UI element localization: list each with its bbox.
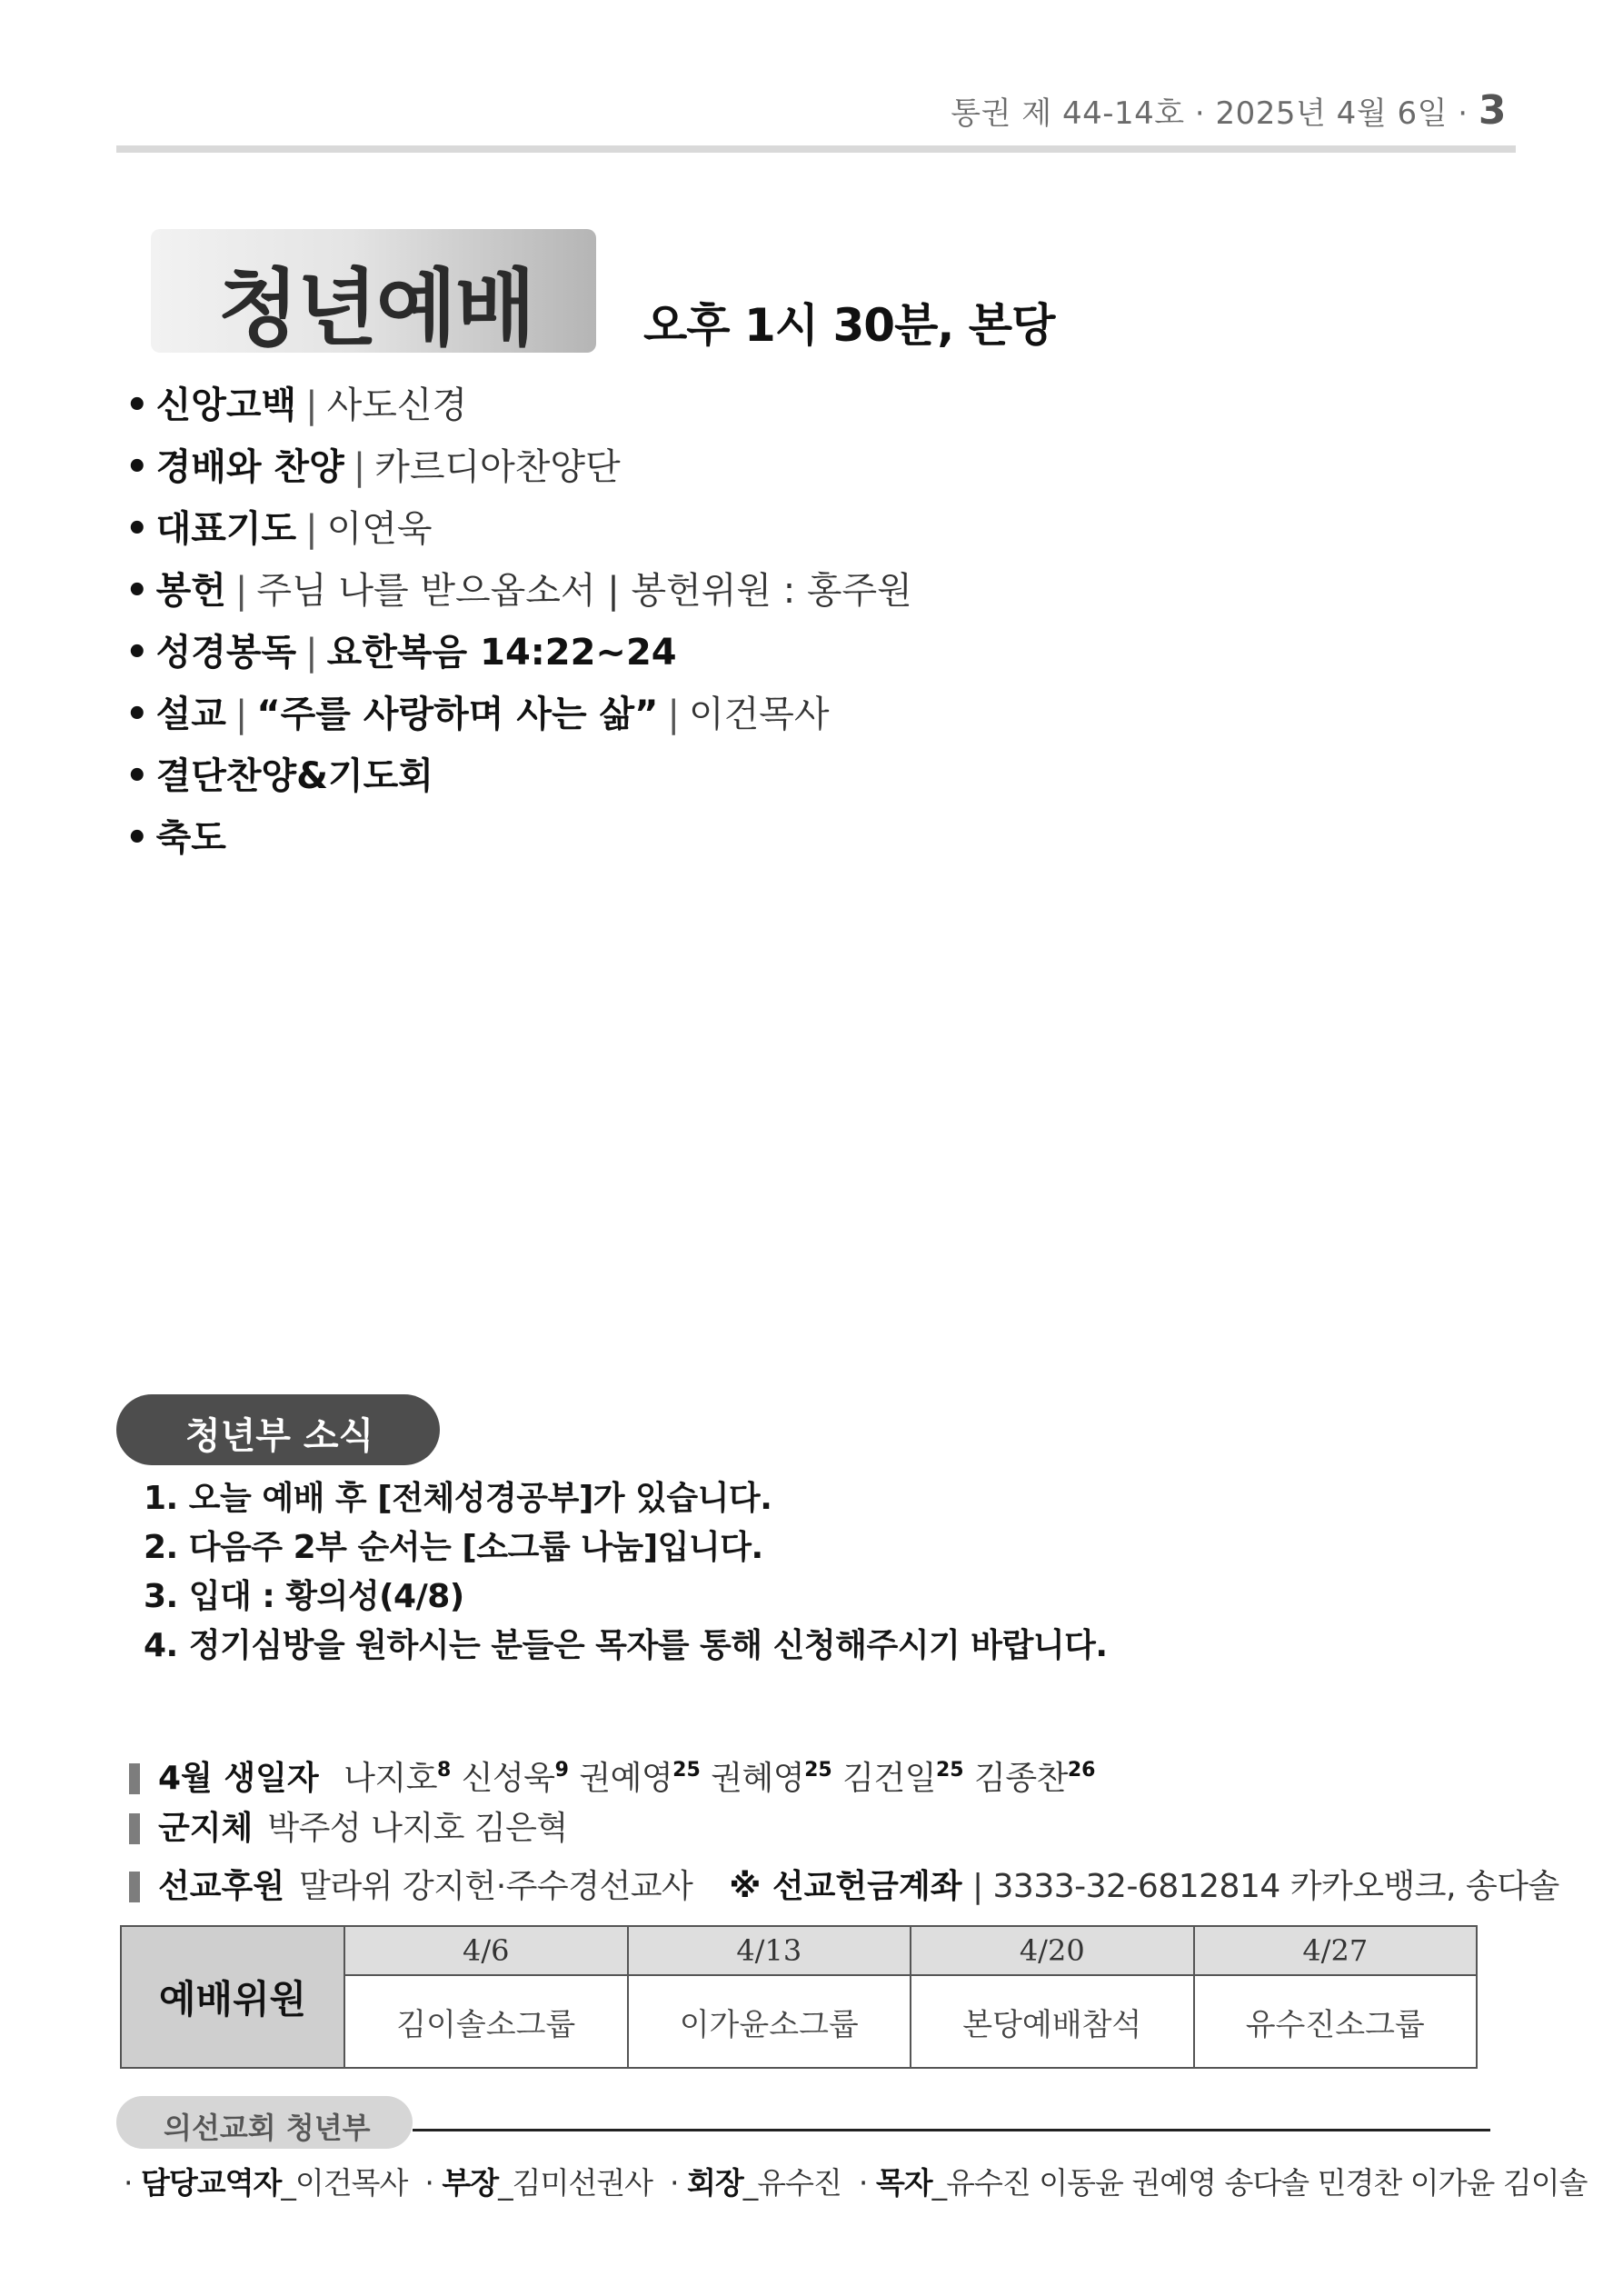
staff-names: 이건목사 [294, 2165, 408, 2201]
service-title-box [151, 229, 596, 357]
news-item: 1. 오늘 예배 후 [전체성경공부]가 있습니다. [144, 1480, 772, 1517]
order-item: • 신앙고백 | 사도신경 [125, 384, 468, 426]
military-names: 박주성 나지호 김은혁 [267, 1810, 568, 1847]
birthday-day: 26 [1067, 1759, 1096, 1782]
mission-names: 말라위 강지헌·주수경선교사 [299, 1868, 693, 1905]
birthday-name: 김건일 [842, 1760, 936, 1797]
duty-group: 유수진소그룹 [1194, 1975, 1478, 2068]
info-block [129, 1742, 1559, 1916]
bullet-bar [129, 1813, 140, 1844]
birthday-name: 김종찬 [974, 1760, 1068, 1797]
news-title: 청년부 소식 [185, 1415, 374, 1457]
footer-divider [413, 2129, 1490, 2131]
staff-role: 목자 [875, 2165, 932, 2201]
staff-list: · 담당교역자_이건목사 · 부장_김미선권사 · 회장_유수진 · 목자_유수진 이동윤 권예영 송다솔 민경찬 이가윤 김이솔 [124, 2165, 1588, 2201]
staff-names: 유수진 [757, 2165, 841, 2201]
bullet-bar [129, 1763, 140, 1794]
staff-role: 부장 [442, 2165, 499, 2201]
staff-role: 담당교역자 [140, 2165, 282, 2201]
page-number: 3 [1478, 87, 1507, 134]
org-label [116, 2096, 413, 2149]
worship-order [125, 374, 1307, 869]
duty-label: 예배위원 [121, 1926, 344, 2068]
staff-role: 회장 [686, 2165, 743, 2201]
bullet-bar [129, 1872, 140, 1902]
duty-group: 본당예배참석 [911, 1975, 1194, 2068]
news-item: 3. 입대 : 황의성(4/8) [144, 1578, 464, 1615]
military-row [129, 1800, 1510, 1858]
order-item: • 경배와 찬양 | 카르디아찬양단 [125, 446, 621, 488]
birthday-name: 신성욱 [461, 1760, 555, 1797]
account-label: ※ 선교헌금계좌 [729, 1868, 962, 1905]
birthday-day: 25 [935, 1759, 964, 1782]
birthday-name: 권혜영 [711, 1760, 805, 1797]
news-section-label [116, 1394, 440, 1465]
header-divider [116, 145, 1516, 153]
order-item: • 축도 [125, 817, 226, 859]
birthday-day: 25 [804, 1759, 832, 1782]
service-title: 청년예배 [218, 260, 534, 357]
birthday-name: 나지호 [344, 1760, 437, 1797]
birthday-label: 4월 생일자 [158, 1760, 319, 1797]
order-item: • 대표기도 | 이연욱 [125, 508, 433, 550]
birthday-day: 25 [672, 1759, 701, 1782]
news-list [144, 1474, 1416, 1671]
duty-group: 이가윤소그룹 [628, 1975, 911, 2068]
account-number: | 3333-32-6812814 카카오뱅크, 송다솔 [971, 1868, 1559, 1905]
duty-date: 4/20 [911, 1926, 1194, 1975]
birthday-name: 권예영 [579, 1760, 673, 1797]
birthday-row [129, 1742, 1510, 1800]
order-item: • 성경봉독 | 요한복음 14:22~24 [125, 632, 677, 674]
org-name: 의선교회 청년부 [164, 2111, 371, 2145]
birthday-day: 9 [554, 1759, 569, 1782]
duty-date: 4/13 [628, 1926, 911, 1975]
duty-date: 4/6 [344, 1926, 628, 1975]
staff-names: 김미선권사 [512, 2165, 653, 2201]
news-item: 2. 다음주 2부 순서는 [소그룹 나눔]입니다. [144, 1529, 763, 1566]
military-label: 군지체 [158, 1810, 254, 1847]
order-item: • 결단찬양&기도회 [125, 755, 433, 797]
table-row [121, 1926, 1477, 1975]
staff-names: 유수진 이동윤 권예영 송다솔 민경찬 이가윤 김이솔 [946, 2165, 1588, 2201]
news-item: 4. 정기심방을 원하시는 분들은 목자를 통해 신청해주시기 바랍니다. [144, 1627, 1108, 1664]
duty-date: 4/27 [1194, 1926, 1478, 1975]
duty-group: 김이솔소그룹 [344, 1975, 628, 2068]
issue-info: 통권 제 44-14호 · 2025년 4월 6일 · [951, 95, 1479, 132]
service-time-place: 오후 1시 30분, 본당 [643, 299, 1055, 352]
page-header [951, 87, 1507, 134]
duty-table [120, 1925, 1478, 2069]
mission-label: 선교후원 [158, 1868, 285, 1905]
mission-row [129, 1858, 1559, 1916]
order-item: • 봉헌 | 주님 나를 받으옵소서 | 봉헌위원 : 홍주원 [125, 570, 912, 612]
birthday-day: 8 [436, 1759, 452, 1782]
order-item: • 설교 | “주를 사랑하며 사는 삶” | 이건목사 [125, 694, 830, 735]
